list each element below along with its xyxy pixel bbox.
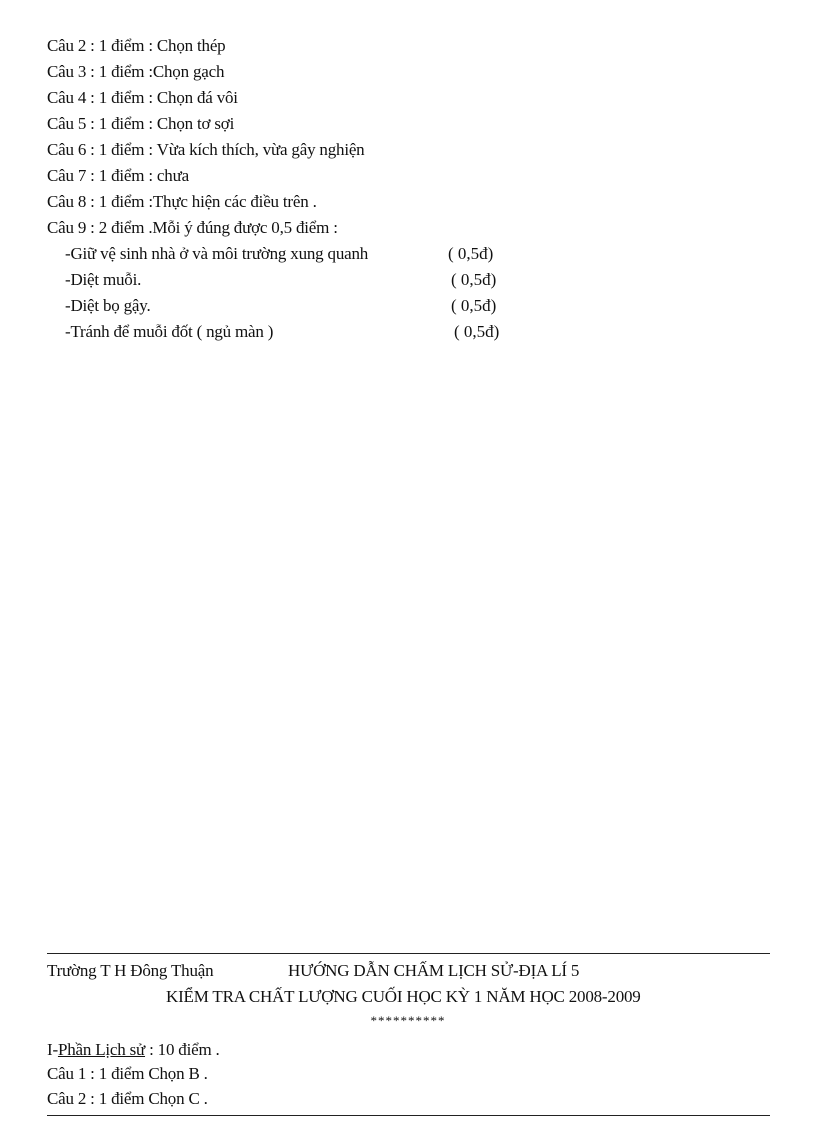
stars-separator: ********** [370, 1013, 446, 1028]
sub-item-score: ( 0,5đ) [451, 296, 497, 315]
answer-line: Câu 8 : 1 điểm :Thực hiện các điều trên . [47, 192, 317, 211]
sub-item-text: -Diệt muỗi. [65, 270, 142, 289]
sub-item-score: ( 0,5đ) [454, 322, 500, 341]
sub-item-text: -Giữ vệ sinh nhà ở và môi trường xung quanh [65, 244, 369, 263]
section-heading [47, 1039, 220, 1061]
school-name: Trường T H Đông Thuận [47, 961, 214, 980]
answer-line: Câu 7 : 1 điểm : chưa [47, 166, 189, 185]
sub-item-text: -Diệt bọ gậy. [65, 296, 151, 315]
section-name: Phần Lịch sử [57, 1040, 146, 1059]
document-subtitle: KIỂM TRA CHẤT LƯỢNG CUỐI HỌC KỲ 1 NĂM HỌC 2008-2009 [166, 987, 641, 1006]
answer-line: Câu 3 : 1 điểm :Chọn gạch [47, 62, 225, 81]
answer-line: Câu 2 : 1 điểm Chọn C . [47, 1089, 208, 1108]
section-suffix: : 10 điểm . [145, 1040, 220, 1059]
answer-line: Câu 6 : 1 điểm : Vừa kích thích, vừa gây nghiện [47, 140, 365, 159]
answer-line: Câu 5 : 1 điểm : Chọn tơ sợi [47, 114, 235, 133]
answer-line: Câu 2 : 1 điểm : Chọn thép [47, 36, 226, 55]
section-prefix: I- [47, 1040, 58, 1059]
sub-item-text: -Tránh để muỗi đốt ( ngủ màn ) [65, 322, 274, 341]
top-divider [47, 953, 770, 954]
sub-item-score: ( 0,5đ) [448, 244, 494, 263]
answer-line: Câu 4 : 1 điểm : Chọn đá vôi [47, 88, 238, 107]
document-title: HƯỚNG DẪN CHẤM LỊCH SỬ-ĐỊA LÍ 5 [288, 961, 580, 980]
bottom-divider [47, 1115, 770, 1116]
answer-line: Câu 1 : 1 điểm Chọn B . [47, 1064, 208, 1083]
answer-line: Câu 9 : 2 điểm .Mỗi ý đúng được 0,5 điểm : [47, 218, 338, 237]
sub-item-score: ( 0,5đ) [451, 270, 497, 289]
